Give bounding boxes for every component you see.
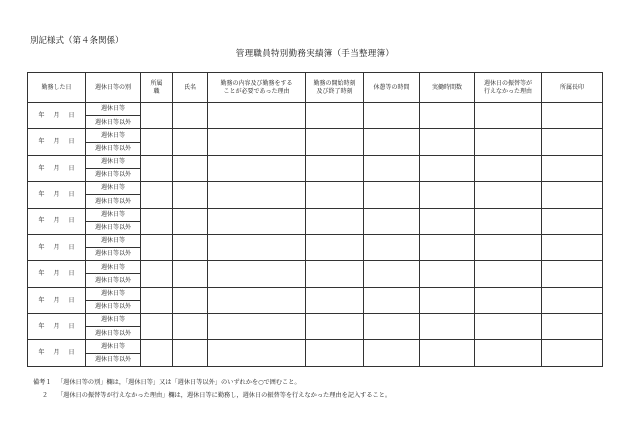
entry-cell[interactable] — [173, 182, 208, 208]
entry-cell[interactable] — [475, 208, 542, 234]
entry-cell[interactable] — [306, 314, 364, 340]
entry-cell[interactable] — [141, 208, 173, 234]
holiday-kind-option[interactable]: 週休日等 — [86, 182, 141, 195]
entry-cell[interactable] — [141, 155, 173, 181]
date-unit-label: 日 — [68, 270, 75, 278]
entry-cell[interactable] — [475, 340, 542, 366]
note-1-number: 備考１ — [33, 379, 52, 386]
date-unit-label: 年 — [38, 217, 45, 225]
entry-cell[interactable] — [306, 155, 364, 181]
entry-cell[interactable] — [208, 182, 306, 208]
entry-cell[interactable] — [208, 340, 306, 366]
date-unit-label: 年 — [38, 243, 45, 251]
entry-cell[interactable] — [141, 261, 173, 287]
date-cell[interactable] — [28, 182, 86, 208]
note-2-number: ２ — [41, 392, 49, 399]
entry-cell[interactable] — [173, 234, 208, 260]
date-unit-label: 月 — [53, 349, 60, 357]
entry-cell[interactable] — [364, 103, 420, 129]
non-holiday-kind-option[interactable]: 週休日等以外 — [86, 353, 141, 366]
entry-cell[interactable] — [173, 129, 208, 155]
entry-cell[interactable] — [141, 340, 173, 366]
holiday-kind-option[interactable]: 週休日等 — [86, 208, 141, 221]
date-unit-label: 日 — [68, 217, 75, 225]
column-header: 所属 職 — [141, 73, 173, 103]
table-row — [28, 103, 603, 116]
date-cell[interactable] — [28, 103, 86, 129]
work-record-table — [27, 72, 603, 367]
entry-cell[interactable] — [364, 287, 420, 313]
table-row — [28, 314, 603, 327]
note-1 — [33, 377, 301, 386]
entry-cell[interactable] — [542, 287, 603, 313]
non-holiday-kind-option[interactable]: 週休日等以外 — [86, 168, 141, 181]
entry-cell[interactable] — [542, 261, 603, 287]
date-unit-label: 月 — [53, 191, 60, 199]
date-unit-label: 日 — [68, 243, 75, 251]
date-unit-label: 日 — [68, 164, 75, 172]
date-unit-label: 月 — [53, 164, 60, 172]
entry-cell[interactable] — [542, 182, 603, 208]
date-unit-label: 日 — [68, 296, 75, 304]
entry-cell[interactable] — [306, 287, 364, 313]
entry-cell[interactable] — [475, 103, 542, 129]
entry-cell[interactable] — [173, 314, 208, 340]
date-unit-label: 年 — [38, 296, 45, 304]
table-row — [28, 261, 603, 274]
entry-cell[interactable] — [420, 182, 475, 208]
holiday-kind-option[interactable]: 週休日等 — [86, 340, 141, 353]
date-unit-label: 年 — [38, 138, 45, 146]
non-holiday-kind-option[interactable]: 週休日等以外 — [86, 300, 141, 313]
entry-cell[interactable] — [420, 208, 475, 234]
entry-cell[interactable] — [542, 103, 603, 129]
document-title: 管理職員特別勤務実績簿（手当整理簿） — [235, 49, 395, 59]
date-unit-label: 日 — [68, 349, 75, 357]
date-unit-label: 年 — [38, 111, 45, 119]
entry-cell[interactable] — [420, 261, 475, 287]
entry-cell[interactable] — [306, 182, 364, 208]
note-1-text: 「週休日等の別」欄は，「週休日等」又は「週休日等以外」のいずれかを○で囲むこと。 — [57, 379, 301, 386]
entry-cell[interactable] — [173, 103, 208, 129]
column-header: 勤務の内容及び勤務をする ことが必要であった理由 — [208, 73, 306, 103]
entry-cell[interactable] — [420, 287, 475, 313]
table-row — [28, 340, 603, 353]
table-header-row — [28, 73, 603, 103]
entry-cell[interactable] — [208, 314, 306, 340]
date-cell[interactable] — [28, 129, 86, 155]
entry-cell[interactable] — [141, 234, 173, 260]
table-row — [28, 182, 603, 195]
holiday-kind-option[interactable]: 週休日等 — [86, 155, 141, 168]
entry-cell[interactable] — [208, 234, 306, 260]
entry-cell[interactable] — [542, 314, 603, 340]
entry-cell[interactable] — [306, 234, 364, 260]
holiday-kind-option[interactable]: 週休日等 — [86, 234, 141, 247]
date-unit-label: 日 — [68, 111, 75, 119]
date-unit-label: 月 — [53, 111, 60, 119]
non-holiday-kind-option[interactable]: 週休日等以外 — [86, 274, 141, 287]
entry-cell[interactable] — [141, 103, 173, 129]
entry-cell[interactable] — [542, 155, 603, 181]
entry-cell[interactable] — [364, 314, 420, 340]
holiday-kind-option[interactable]: 週休日等 — [86, 103, 141, 116]
date-cell[interactable] — [28, 287, 86, 313]
date-unit-label: 年 — [38, 322, 45, 330]
holiday-kind-option[interactable]: 週休日等 — [86, 261, 141, 274]
entry-cell[interactable] — [306, 103, 364, 129]
date-cell[interactable] — [28, 340, 86, 366]
non-holiday-kind-option[interactable]: 週休日等以外 — [86, 221, 141, 234]
entry-cell[interactable] — [208, 261, 306, 287]
non-holiday-kind-option[interactable]: 週休日等以外 — [86, 142, 141, 155]
entry-cell[interactable] — [364, 208, 420, 234]
entry-cell[interactable] — [475, 182, 542, 208]
date-unit-label: 月 — [53, 138, 60, 146]
date-cell[interactable] — [28, 155, 86, 181]
date-unit-label: 月 — [53, 322, 60, 330]
entry-cell[interactable] — [420, 314, 475, 340]
entry-cell[interactable] — [420, 155, 475, 181]
entry-cell[interactable] — [208, 103, 306, 129]
non-holiday-kind-option[interactable]: 週休日等以外 — [86, 116, 141, 129]
column-header: 週休日等の別 — [86, 73, 141, 103]
entry-cell[interactable] — [141, 182, 173, 208]
entry-cell[interactable] — [141, 314, 173, 340]
entry-cell[interactable] — [306, 261, 364, 287]
entry-cell[interactable] — [364, 234, 420, 260]
date-cell[interactable] — [28, 208, 86, 234]
date-unit-label: 年 — [38, 191, 45, 199]
entry-cell[interactable] — [306, 340, 364, 366]
non-holiday-kind-option[interactable]: 週休日等以外 — [86, 327, 141, 340]
column-header: 休憩等の時間 — [364, 73, 420, 103]
date-unit-label: 月 — [53, 270, 60, 278]
entry-cell[interactable] — [475, 314, 542, 340]
entry-cell[interactable] — [141, 129, 173, 155]
entry-cell[interactable] — [420, 129, 475, 155]
entry-cell[interactable] — [542, 340, 603, 366]
entry-cell[interactable] — [542, 129, 603, 155]
column-header: 氏名 — [173, 73, 208, 103]
date-unit-label: 日 — [68, 138, 75, 146]
entry-cell[interactable] — [173, 340, 208, 366]
entry-cell[interactable] — [542, 234, 603, 260]
table-row — [28, 129, 603, 142]
entry-cell[interactable] — [475, 155, 542, 181]
entry-cell[interactable] — [306, 208, 364, 234]
date-unit-label: 月 — [53, 243, 60, 251]
entry-cell[interactable] — [208, 287, 306, 313]
date-unit-label: 年 — [38, 349, 45, 357]
column-header: 勤務の開始時刻 及び終了時刻 — [306, 73, 364, 103]
entry-cell[interactable] — [141, 287, 173, 313]
date-unit-label: 日 — [68, 322, 75, 330]
table-row — [28, 208, 603, 221]
entry-cell[interactable] — [420, 234, 475, 260]
holiday-kind-option[interactable]: 週休日等 — [86, 129, 141, 142]
column-header: 所属長印 — [542, 73, 603, 103]
note-2 — [33, 390, 391, 399]
entry-cell[interactable] — [364, 155, 420, 181]
form-number-label: 別記様式（第４条関係） — [30, 36, 124, 46]
entry-cell[interactable] — [173, 208, 208, 234]
entry-cell[interactable] — [420, 103, 475, 129]
entry-cell[interactable] — [306, 129, 364, 155]
entry-cell[interactable] — [542, 208, 603, 234]
date-unit-label: 日 — [68, 191, 75, 199]
non-holiday-kind-option[interactable]: 週休日等以外 — [86, 248, 141, 261]
table-body — [28, 103, 603, 367]
table-row — [28, 234, 603, 247]
date-unit-label: 年 — [38, 164, 45, 172]
date-unit-label: 月 — [53, 296, 60, 304]
date-cell[interactable] — [28, 314, 86, 340]
entry-cell[interactable] — [208, 155, 306, 181]
holiday-kind-option[interactable]: 週休日等 — [86, 287, 141, 300]
holiday-kind-option[interactable]: 週休日等 — [86, 314, 141, 327]
entry-cell[interactable] — [208, 129, 306, 155]
entry-cell[interactable] — [208, 208, 306, 234]
entry-cell[interactable] — [475, 129, 542, 155]
column-header: 勤務した日 — [28, 73, 86, 103]
column-header: 実働時間数 — [420, 73, 475, 103]
entry-cell[interactable] — [173, 287, 208, 313]
entry-cell[interactable] — [173, 155, 208, 181]
entry-cell[interactable] — [475, 234, 542, 260]
entry-cell[interactable] — [420, 340, 475, 366]
non-holiday-kind-option[interactable]: 週休日等以外 — [86, 195, 141, 208]
entry-cell[interactable] — [173, 261, 208, 287]
entry-cell[interactable] — [364, 340, 420, 366]
entry-cell[interactable] — [364, 261, 420, 287]
date-cell[interactable] — [28, 234, 86, 260]
date-unit-label: 月 — [53, 217, 60, 225]
date-cell[interactable] — [28, 261, 86, 287]
entry-cell[interactable] — [475, 287, 542, 313]
entry-cell[interactable] — [475, 261, 542, 287]
date-unit-label: 年 — [38, 270, 45, 278]
entry-cell[interactable] — [364, 182, 420, 208]
note-2-text: 「週休日の振替等が行えなかった理由」欄は，週休日等に勤務し，週休日の振替等を行えなかった理由を記入すること。 — [57, 392, 392, 399]
entry-cell[interactable] — [364, 129, 420, 155]
table-row — [28, 287, 603, 300]
table-row — [28, 155, 603, 168]
column-header: 週休日の振替等が 行えなかった理由 — [475, 73, 542, 103]
